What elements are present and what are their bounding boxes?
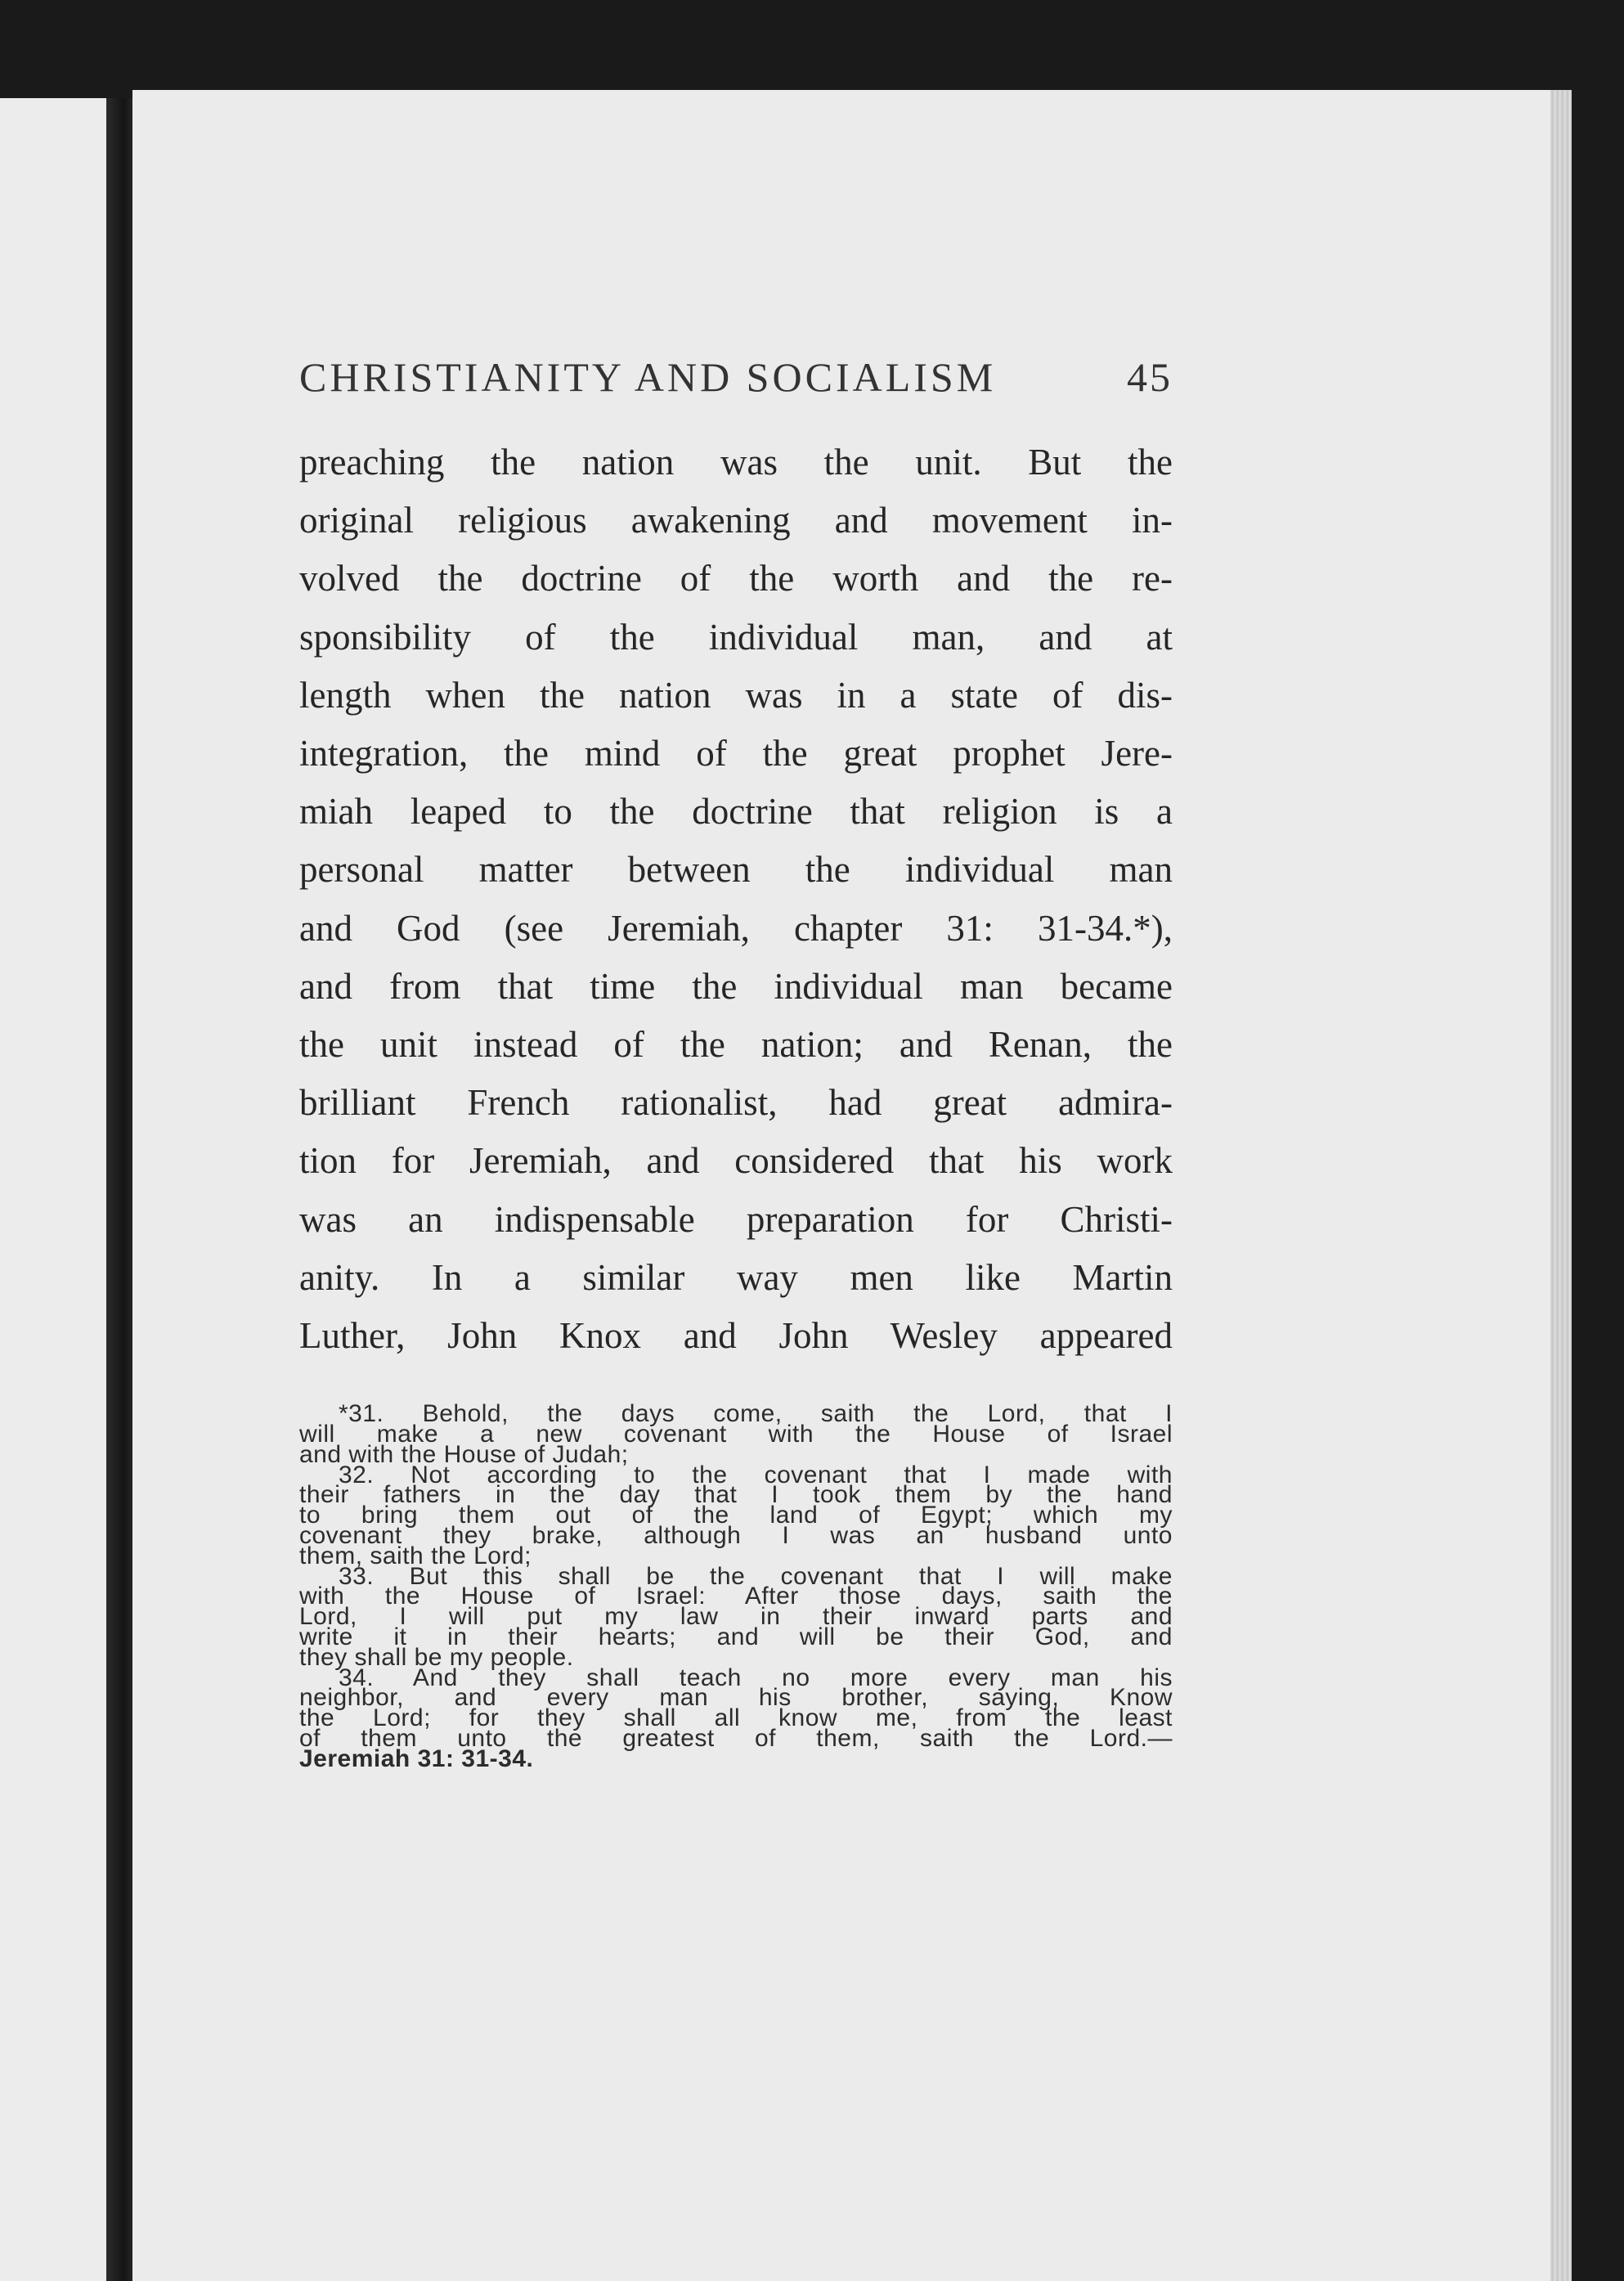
page-text-block [299, 353, 1173, 1770]
footnote-block [299, 1400, 1173, 1772]
body-line: length when the nation was in a state of dis- [299, 674, 1173, 716]
body-line: brilliant French rationalist, had great admira- [299, 1082, 1173, 1124]
footnote-line: their fathers in the day that I took them by the hand [299, 1481, 1173, 1509]
body-line: was an indispensable preparation for Christi- [299, 1198, 1173, 1240]
body-line: preaching the nation was the unit. But the [299, 442, 1173, 483]
footnote-line: write it in their hearts; and will be their God, and [299, 1623, 1173, 1651]
scan-background [1572, 0, 1624, 2281]
footnote-line: 33. But this shall be the covenant that I will make [339, 1562, 1173, 1590]
book-gutter [106, 98, 136, 2281]
body-line: integration, the mind of the great prophet Jere- [299, 733, 1173, 775]
page-stack-edge [1550, 90, 1572, 2281]
page-number: 45 [1127, 354, 1173, 400]
footnote-line: with the House of Israel: After those days, saith the [299, 1583, 1173, 1610]
footnote-line: to bring them out of the land of Egypt; which my [299, 1502, 1173, 1529]
footnote-line: neighbor, and every man his brother, saying, Know [299, 1684, 1173, 1712]
body-line: tion for Jeremiah, and considered that his work [299, 1140, 1173, 1182]
footnote-line: the Lord; for they shall all know me, from the least [299, 1704, 1173, 1732]
running-head-title: CHRISTIANITY AND SOCIALISM [299, 354, 997, 400]
footnote-line: and with the House of Judah; [299, 1440, 629, 1468]
body-line: anity. In a similar way men like Martin [299, 1256, 1173, 1298]
footnote-line: Lord, I will put my law in their inward parts and [299, 1603, 1173, 1631]
body-line: and from that time the individual man became [299, 965, 1173, 1007]
footnote-line: them, saith the Lord; [299, 1542, 532, 1569]
body-line: sponsibility of the individual man, and at [299, 616, 1173, 658]
footnote-line: covenant they brake, although I was an husband unto [299, 1522, 1173, 1550]
footnote-line: will make a new covenant with the House of Israel [299, 1421, 1173, 1448]
body-paragraph [299, 433, 1173, 1365]
footnote-line: *31. Behold, the days come, saith the Lord, that I [339, 1400, 1173, 1428]
footnote-line: of them unto the greatest of them, saith the Lord.— [299, 1725, 1173, 1752]
body-line: original religious awakening and movement in- [299, 500, 1173, 541]
footnote-line: Jeremiah 31: 31-34. [299, 1744, 534, 1772]
left-page-edge [0, 98, 114, 2281]
body-line: the unit instead of the nation; and Renan, the [299, 1024, 1173, 1066]
body-line: and God (see Jeremiah, chapter 31: 31-34.*), [299, 907, 1173, 949]
body-line: Luther, John Knox and John Wesley appeared [299, 1315, 1173, 1357]
footnote-line: 32. Not according to the covenant that I made with [339, 1461, 1173, 1488]
body-line: volved the doctrine of the worth and the re- [299, 558, 1173, 599]
running-head [299, 353, 1173, 401]
body-line: miah leaped to the doctrine that religion is a [299, 791, 1173, 833]
footnote-line: 34. And they shall teach no more every man his [339, 1664, 1173, 1691]
footnote-line: they shall be my people. [299, 1643, 574, 1671]
body-line: personal matter between the individual man [299, 849, 1173, 891]
